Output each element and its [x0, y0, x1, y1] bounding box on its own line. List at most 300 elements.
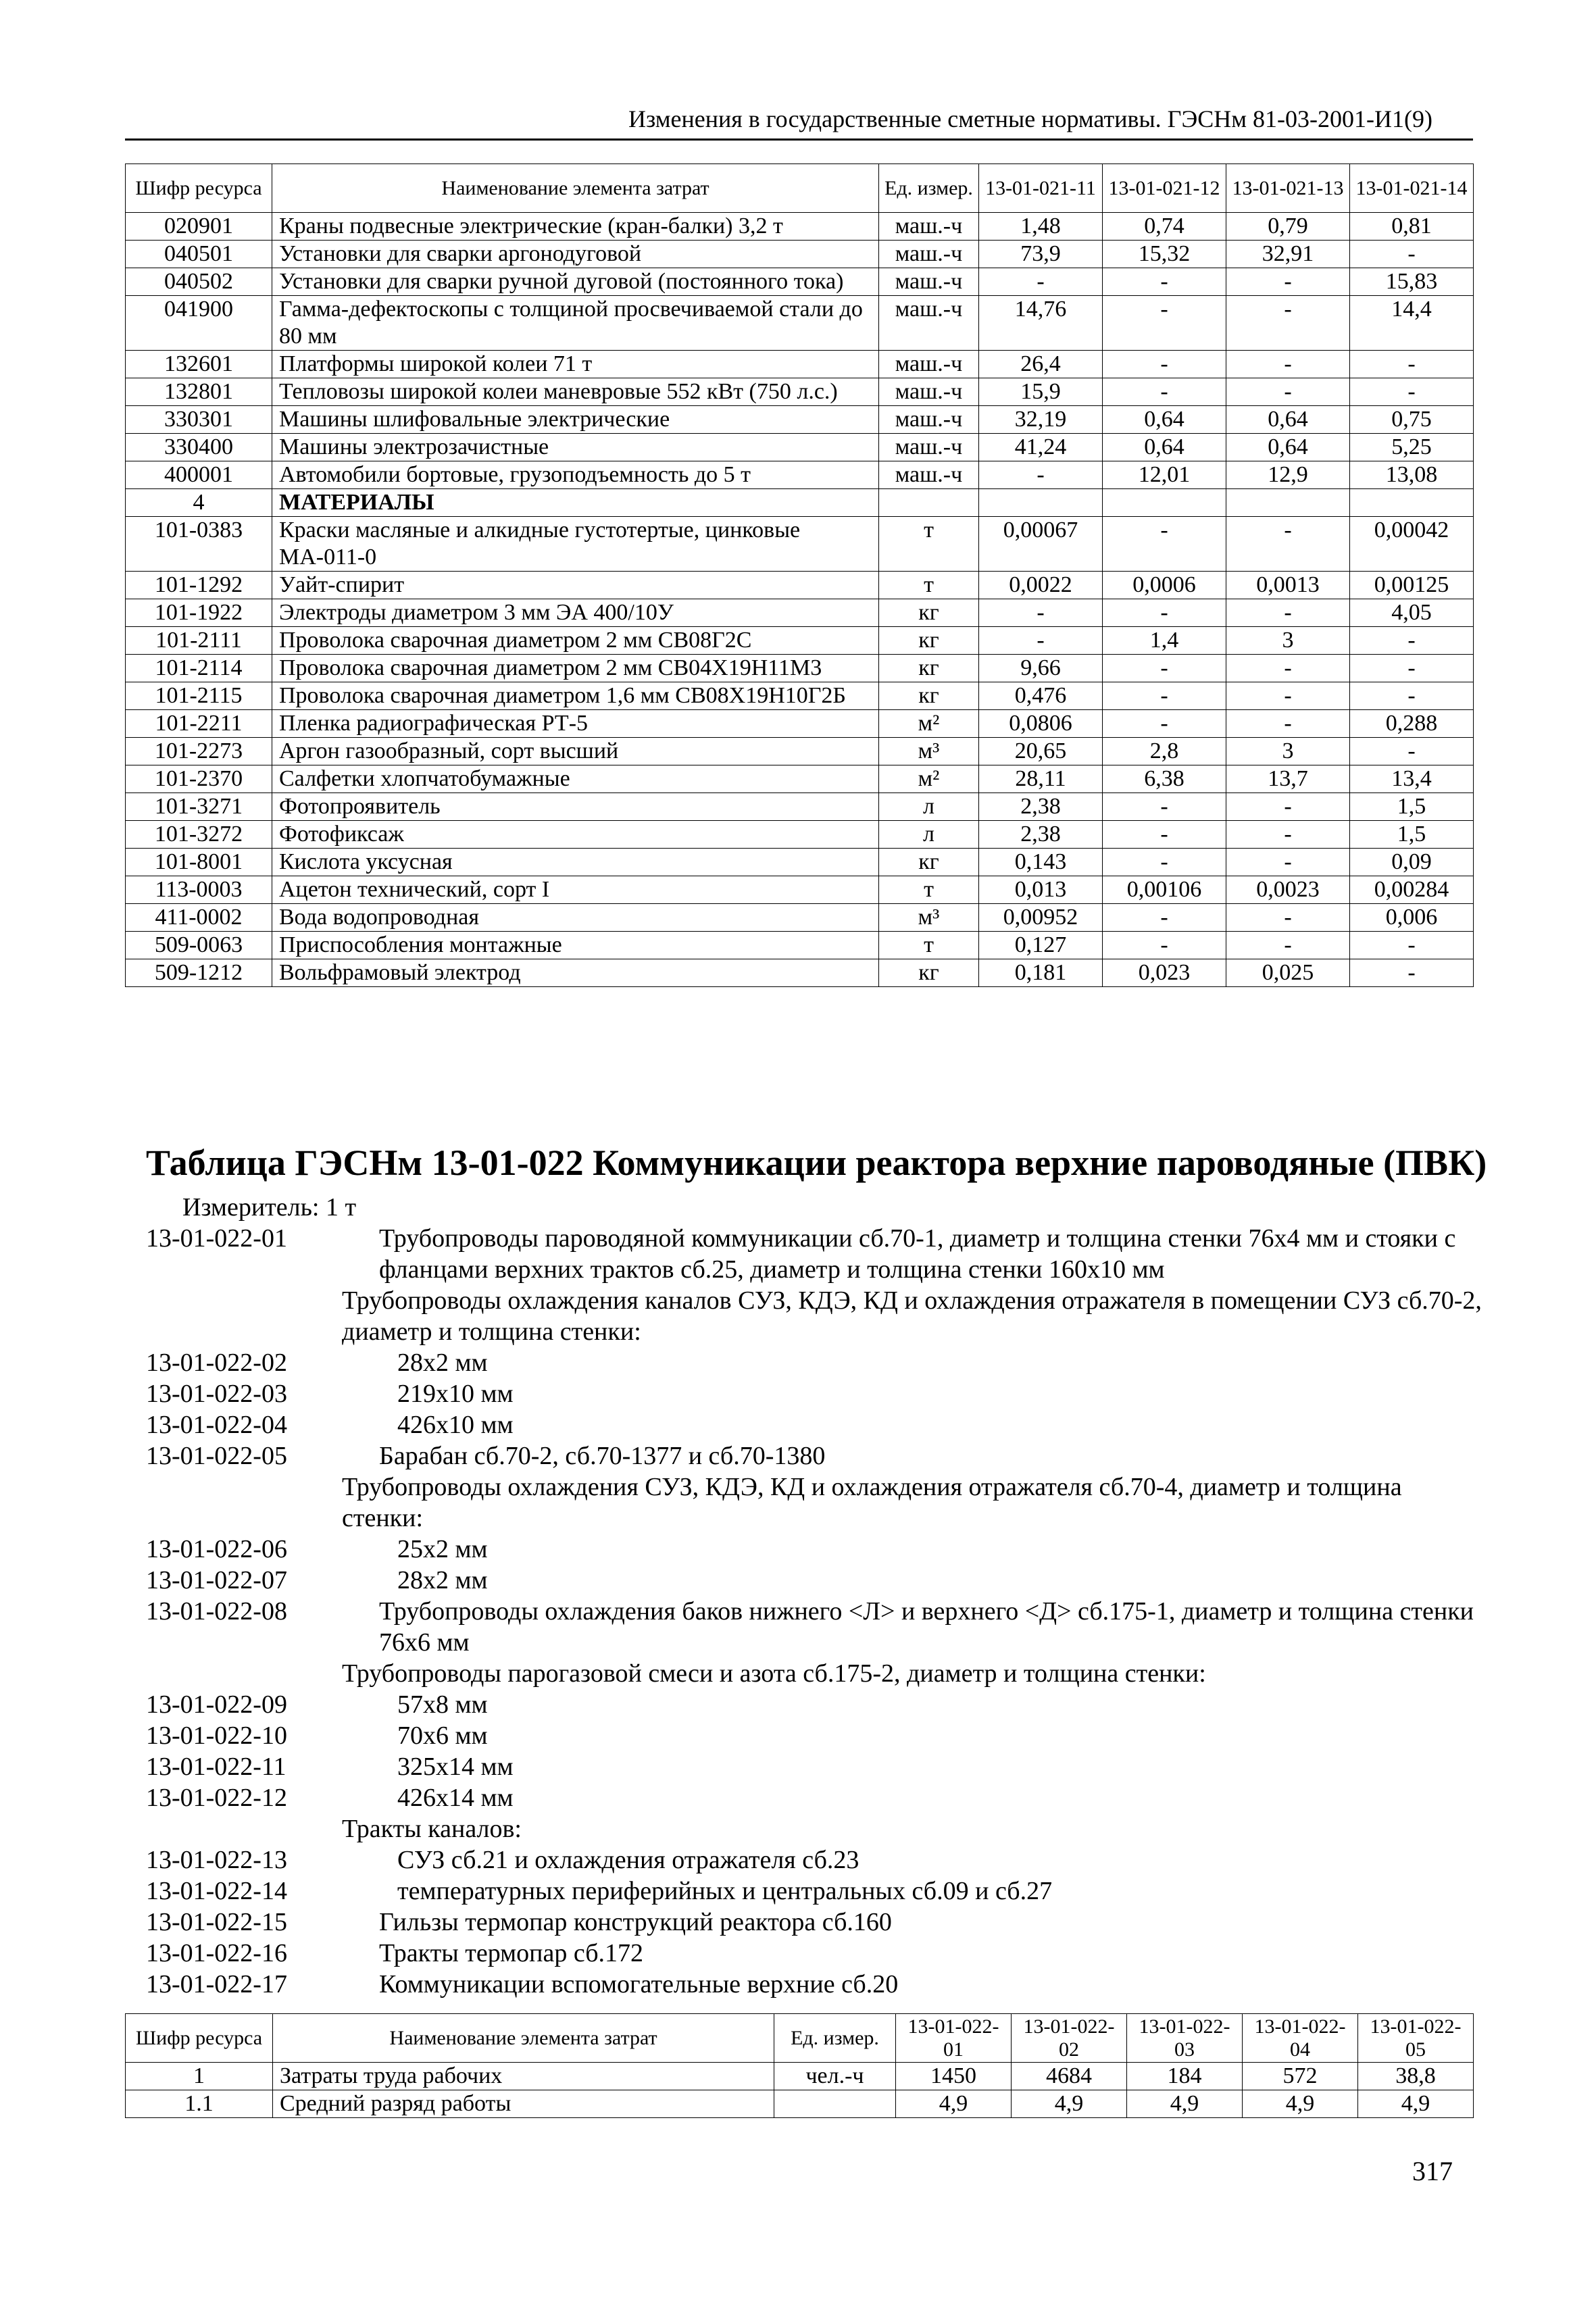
- resource-code-cell: 1: [126, 2063, 273, 2090]
- unit-cell: маш.-ч: [879, 434, 979, 461]
- value-cell: 0,00284: [1350, 876, 1474, 904]
- table-title: Таблица ГЭСНм 13-01-022 Коммуникации реактора верхние пароводяные (ПВК): [146, 1142, 1487, 1183]
- table-row: [126, 2063, 1474, 2090]
- value-cell: 14,4: [1350, 296, 1474, 351]
- value-cell: -: [1103, 351, 1226, 378]
- value-cell: -: [1103, 268, 1226, 296]
- norm-description: Тракты термопар сб.172: [379, 1939, 644, 1967]
- resource-table-022: [125, 2013, 1474, 2118]
- value-cell: -: [1350, 241, 1474, 268]
- norm-item: [146, 1409, 1484, 1440]
- unit-cell: кг: [879, 849, 979, 876]
- resource-name-cell: Кислота уксусная: [272, 849, 879, 876]
- norm-item: [146, 1813, 1484, 1844]
- value-cell: -: [1226, 378, 1350, 406]
- value-cell: 5,25: [1350, 434, 1474, 461]
- value-cell: -: [1103, 296, 1226, 351]
- value-cell: 0,0022: [979, 572, 1103, 599]
- value-cell: -: [1103, 793, 1226, 821]
- resource-name-cell: Фотопроявитель: [272, 793, 879, 821]
- value-cell: -: [1226, 655, 1350, 682]
- norm-code: 13-01-022-09: [146, 1690, 287, 1719]
- resource-code-cell: 101-2370: [126, 765, 272, 793]
- resource-name-cell: МАТЕРИАЛЫ: [272, 489, 879, 517]
- resource-name-cell: Краски масляные и алкидные густотертые, цинковые МА-011-0: [272, 517, 879, 572]
- unit-cell: кг: [879, 682, 979, 710]
- value-cell: 0,025: [1226, 959, 1350, 987]
- column-header: 13-01-022-05: [1358, 2014, 1474, 2063]
- norm-description: Барабан сб.70-2, сб.70-1377 и сб.70-1380: [379, 1442, 826, 1470]
- table-row: [126, 655, 1474, 682]
- resource-code-cell: 411-0002: [126, 904, 272, 932]
- norm-item: [146, 1285, 1484, 1347]
- value-cell: 1450: [896, 2063, 1012, 2090]
- value-cell: -: [1350, 959, 1474, 987]
- value-cell: -: [1226, 849, 1350, 876]
- resource-code-cell: 041900: [126, 296, 272, 351]
- resource-code-cell: 132601: [126, 351, 272, 378]
- value-cell: 13,7: [1226, 765, 1350, 793]
- resource-code-cell: 101-1922: [126, 599, 272, 627]
- value-cell: 26,4: [979, 351, 1103, 378]
- value-cell: 0,127: [979, 932, 1103, 959]
- value-cell: 0,288: [1350, 710, 1474, 738]
- resource-name-cell: Краны подвесные электрические (кран-балки) 3,2 т: [272, 213, 879, 241]
- value-cell: 0,181: [979, 959, 1103, 987]
- value-cell: 0,00042: [1350, 517, 1474, 572]
- norm-item: [146, 1378, 1484, 1409]
- resource-code-cell: 101-2211: [126, 710, 272, 738]
- value-cell: 6,38: [1103, 765, 1226, 793]
- value-cell: 2,38: [979, 821, 1103, 849]
- resource-code-cell: 1.1: [126, 2090, 273, 2118]
- value-cell: 32,19: [979, 406, 1103, 434]
- table-row: [126, 876, 1474, 904]
- value-cell: 13,4: [1350, 765, 1474, 793]
- unit-cell: кг: [879, 655, 979, 682]
- value-cell: -: [1350, 627, 1474, 655]
- norm-description: 28х2 мм: [397, 1566, 488, 1594]
- value-cell: 1,5: [1350, 793, 1474, 821]
- norm-item: [146, 1751, 1484, 1782]
- table-row: [126, 904, 1474, 932]
- norm-item: [146, 1347, 1484, 1378]
- value-cell: 2,8: [1103, 738, 1226, 765]
- value-cell: -: [1103, 517, 1226, 572]
- value-cell: 0,143: [979, 849, 1103, 876]
- table-row: [126, 793, 1474, 821]
- value-cell: -: [1103, 710, 1226, 738]
- unit-cell: кг: [879, 599, 979, 627]
- norm-item: [146, 1844, 1484, 1876]
- value-cell: 0,0006: [1103, 572, 1226, 599]
- value-cell: -: [1226, 932, 1350, 959]
- norm-description: 426х10 мм: [397, 1411, 514, 1439]
- unit-cell: л: [879, 793, 979, 821]
- table-header-row: [126, 2014, 1474, 2063]
- resource-code-cell: 101-0383: [126, 517, 272, 572]
- table-row: [126, 738, 1474, 765]
- column-header: 13-01-022-01: [896, 2014, 1012, 2063]
- item-list: [146, 1223, 1484, 2000]
- value-cell: 0,00106: [1103, 876, 1226, 904]
- resource-name-cell: Проволока сварочная диаметром 2 мм СВ04Х19Н11М3: [272, 655, 879, 682]
- resource-name-cell: Средний разряд работы: [273, 2090, 774, 2118]
- table-row: [126, 296, 1474, 351]
- resource-table-021: [125, 164, 1474, 987]
- table-row: [126, 461, 1474, 489]
- value-cell: -: [1226, 517, 1350, 572]
- value-cell: -: [1103, 821, 1226, 849]
- table-row: [126, 599, 1474, 627]
- norm-item: [146, 1658, 1484, 1689]
- resource-code-cell: 101-2273: [126, 738, 272, 765]
- value-cell: -: [1226, 351, 1350, 378]
- resource-name-cell: Проволока сварочная диаметром 1,6 мм СВ08Х19Н10Г2Б: [272, 682, 879, 710]
- resource-code-cell: 040502: [126, 268, 272, 296]
- resource-name-cell: Гамма-дефектоскопы с толщиной просвечиваемой стали до 80 мм: [272, 296, 879, 351]
- column-header: Шифр ресурса: [126, 164, 272, 213]
- resource-code-cell: 330301: [126, 406, 272, 434]
- resource-code-cell: 330400: [126, 434, 272, 461]
- table-row: [126, 434, 1474, 461]
- value-cell: 0,09: [1350, 849, 1474, 876]
- value-cell: 4,9: [1358, 2090, 1474, 2118]
- norm-code: 13-01-022-03: [146, 1380, 287, 1408]
- value-cell: 0,013: [979, 876, 1103, 904]
- table-row: [126, 406, 1474, 434]
- value-cell: -: [979, 461, 1103, 489]
- table-row: [126, 378, 1474, 406]
- unit-cell: м²: [879, 765, 979, 793]
- value-cell: 0,81: [1350, 213, 1474, 241]
- value-cell: -: [1350, 378, 1474, 406]
- value-cell: 0,023: [1103, 959, 1226, 987]
- table-row: [126, 821, 1474, 849]
- unit-cell: т: [879, 932, 979, 959]
- column-header: Шифр ресурса: [126, 2014, 273, 2063]
- resource-name-cell: Уайт-спирит: [272, 572, 879, 599]
- value-cell: [1350, 489, 1474, 517]
- resource-code-cell: 101-2111: [126, 627, 272, 655]
- value-cell: 38,8: [1358, 2063, 1474, 2090]
- value-cell: 32,91: [1226, 241, 1350, 268]
- resource-name-cell: Установки для сварки аргонодуговой: [272, 241, 879, 268]
- resource-name-cell: Вольфрамовый электрод: [272, 959, 879, 987]
- norm-item: [146, 1938, 1484, 1969]
- unit-cell: чел.-ч: [774, 2063, 896, 2090]
- value-cell: -: [1226, 599, 1350, 627]
- value-cell: 0,00125: [1350, 572, 1474, 599]
- unit-cell: маш.-ч: [879, 268, 979, 296]
- resource-code-cell: 101-3272: [126, 821, 272, 849]
- resource-name-cell: Вода водопроводная: [272, 904, 879, 932]
- unit-cell: маш.-ч: [879, 296, 979, 351]
- norm-description: 325х14 мм: [397, 1753, 514, 1781]
- unit-cell: м³: [879, 738, 979, 765]
- value-cell: 12,9: [1226, 461, 1350, 489]
- value-cell: 4,9: [1243, 2090, 1358, 2118]
- unit-cell: маш.-ч: [879, 351, 979, 378]
- value-cell: 4,9: [1012, 2090, 1127, 2118]
- norm-description: 70х6 мм: [397, 1721, 488, 1750]
- column-header: Наименование элемента затрат: [272, 164, 879, 213]
- column-header: 13-01-022-02: [1012, 2014, 1127, 2063]
- value-cell: -: [1350, 655, 1474, 682]
- resource-name-cell: Электроды диаметром 3 мм ЭА 400/10У: [272, 599, 879, 627]
- unit-cell: м²: [879, 710, 979, 738]
- resource-name-cell: Затраты труда рабочих: [273, 2063, 774, 2090]
- table-row: [126, 572, 1474, 599]
- value-cell: -: [1226, 904, 1350, 932]
- value-cell: 4,05: [1350, 599, 1474, 627]
- table-row: [126, 710, 1474, 738]
- resource-name-cell: Платформы широкой колеи 71 т: [272, 351, 879, 378]
- table-row: [126, 517, 1474, 572]
- value-cell: 13,08: [1350, 461, 1474, 489]
- page-number: 317: [1412, 2156, 1453, 2186]
- norm-code: 13-01-022-02: [146, 1349, 287, 1377]
- value-cell: 15,32: [1103, 241, 1226, 268]
- norm-description: Гильзы термопар конструкций реактора сб.160: [379, 1908, 892, 1936]
- value-cell: 0,0806: [979, 710, 1103, 738]
- value-cell: -: [979, 268, 1103, 296]
- unit-cell: т: [879, 517, 979, 572]
- value-cell: 0,75: [1350, 406, 1474, 434]
- value-cell: 1,5: [1350, 821, 1474, 849]
- table-row: [126, 959, 1474, 987]
- value-cell: 20,65: [979, 738, 1103, 765]
- value-cell: 28,11: [979, 765, 1103, 793]
- value-cell: 73,9: [979, 241, 1103, 268]
- value-cell: -: [1103, 849, 1226, 876]
- unit-cell: л: [879, 821, 979, 849]
- norm-description: 57х8 мм: [397, 1690, 488, 1719]
- running-header: Изменения в государственные сметные нормативы. ГЭСНм 81-03-2001-И1(9): [628, 105, 1432, 132]
- column-header: 13-01-021-13: [1226, 164, 1350, 213]
- unit-cell: [879, 489, 979, 517]
- header-rule: [125, 139, 1473, 141]
- value-cell: [979, 489, 1103, 517]
- value-cell: 1,48: [979, 213, 1103, 241]
- value-cell: 184: [1127, 2063, 1243, 2090]
- norm-item: [146, 1472, 1484, 1534]
- norm-item: [146, 1689, 1484, 1720]
- norm-item: [146, 1969, 1484, 2000]
- value-cell: -: [1226, 682, 1350, 710]
- norm-description: 28х2 мм: [397, 1349, 488, 1377]
- value-cell: 41,24: [979, 434, 1103, 461]
- value-cell: 15,9: [979, 378, 1103, 406]
- resource-code-cell: 4: [126, 489, 272, 517]
- norm-description: Трубопроводы охлаждения баков нижнего <Л> и верхнего <Д> сб.175-1, диаметр и толщина стенки 76х6 мм: [379, 1597, 1474, 1657]
- column-header: 13-01-022-03: [1127, 2014, 1243, 2063]
- norm-code: 13-01-022-04: [146, 1411, 287, 1439]
- table-row: [126, 351, 1474, 378]
- table-row: [126, 849, 1474, 876]
- norm-description: СУЗ сб.21 и охлаждения отражателя сб.23: [397, 1846, 859, 1874]
- resource-code-cell: 101-8001: [126, 849, 272, 876]
- value-cell: -: [1103, 655, 1226, 682]
- resource-name-cell: Машины электрозачистные: [272, 434, 879, 461]
- resource-code-cell: 020901: [126, 213, 272, 241]
- norm-description: Трубопроводы охлаждения каналов СУЗ, КДЭ, КД и охлаждения отражателя в помещении СУЗ сб.70-2, диаметр и толщина стенки:: [342, 1286, 1482, 1346]
- resource-code-cell: 509-0063: [126, 932, 272, 959]
- value-cell: [1103, 489, 1226, 517]
- column-header: Ед. измер.: [879, 164, 979, 213]
- value-cell: -: [1226, 793, 1350, 821]
- norm-code: 13-01-022-17: [146, 1970, 287, 1998]
- value-cell: [1226, 489, 1350, 517]
- table-row: [126, 489, 1474, 517]
- unit-cell: кг: [879, 959, 979, 987]
- norm-code: 13-01-022-13: [146, 1846, 287, 1874]
- table-row: [126, 213, 1474, 241]
- table-row: [126, 268, 1474, 296]
- resource-name-cell: Ацетон технический, сорт I: [272, 876, 879, 904]
- resource-code-cell: 101-1292: [126, 572, 272, 599]
- resource-code-cell: 509-1212: [126, 959, 272, 987]
- value-cell: -: [1350, 351, 1474, 378]
- resource-name-cell: Тепловозы широкой колеи маневровые 552 кВт (750 л.с.): [272, 378, 879, 406]
- resource-code-cell: 132801: [126, 378, 272, 406]
- value-cell: -: [1103, 682, 1226, 710]
- norm-code: 13-01-022-15: [146, 1908, 287, 1936]
- value-cell: 15,83: [1350, 268, 1474, 296]
- unit-cell: маш.-ч: [879, 406, 979, 434]
- value-cell: 4,9: [896, 2090, 1012, 2118]
- value-cell: 0,74: [1103, 213, 1226, 241]
- value-cell: 0,79: [1226, 213, 1350, 241]
- resource-name-cell: Установки для сварки ручной дуговой (постоянного тока): [272, 268, 879, 296]
- unit-cell: т: [879, 572, 979, 599]
- table-row: [126, 241, 1474, 268]
- value-cell: 0,00067: [979, 517, 1103, 572]
- value-cell: -: [1226, 821, 1350, 849]
- unit-cell: т: [879, 876, 979, 904]
- norm-code: 13-01-022-16: [146, 1939, 287, 1967]
- unit-cell: м³: [879, 904, 979, 932]
- norm-code: 13-01-022-05: [146, 1442, 287, 1470]
- norm-code: 13-01-022-12: [146, 1784, 287, 1812]
- unit-cell: [774, 2090, 896, 2118]
- resource-code-cell: 113-0003: [126, 876, 272, 904]
- value-cell: 0,006: [1350, 904, 1474, 932]
- value-cell: 0,0013: [1226, 572, 1350, 599]
- resource-code-cell: 400001: [126, 461, 272, 489]
- value-cell: -: [1226, 268, 1350, 296]
- value-cell: -: [979, 627, 1103, 655]
- norm-code: 13-01-022-11: [146, 1753, 286, 1781]
- column-header: 13-01-021-12: [1103, 164, 1226, 213]
- norm-code: 13-01-022-14: [146, 1877, 287, 1905]
- value-cell: -: [1103, 932, 1226, 959]
- resource-name-cell: Аргон газообразный, сорт высший: [272, 738, 879, 765]
- resource-name-cell: Фотофиксаж: [272, 821, 879, 849]
- value-cell: -: [1350, 682, 1474, 710]
- value-cell: 12,01: [1103, 461, 1226, 489]
- table-row: [126, 627, 1474, 655]
- value-cell: -: [979, 599, 1103, 627]
- resource-code-cell: 101-2114: [126, 655, 272, 682]
- value-cell: 0,64: [1226, 406, 1350, 434]
- table-header-row: [126, 164, 1474, 213]
- norm-item: [146, 1782, 1484, 1813]
- column-header: Ед. измер.: [774, 2014, 896, 2063]
- unit-cell: маш.-ч: [879, 461, 979, 489]
- norm-code: 13-01-022-06: [146, 1535, 287, 1563]
- norm-code: 13-01-022-10: [146, 1721, 287, 1750]
- unit-cell: маш.-ч: [879, 241, 979, 268]
- norm-description: Тракты каналов:: [342, 1815, 522, 1843]
- resource-name-cell: Машины шлифовальные электрические: [272, 406, 879, 434]
- value-cell: 2,38: [979, 793, 1103, 821]
- norm-code: 13-01-022-08: [146, 1597, 287, 1626]
- resource-code-cell: 040501: [126, 241, 272, 268]
- value-cell: 0,476: [979, 682, 1103, 710]
- value-cell: -: [1103, 599, 1226, 627]
- norm-item: [146, 1876, 1484, 1907]
- value-cell: -: [1103, 904, 1226, 932]
- table-row: [126, 682, 1474, 710]
- value-cell: 0,00952: [979, 904, 1103, 932]
- table-row: [126, 2090, 1474, 2118]
- value-cell: 1,4: [1103, 627, 1226, 655]
- measure-unit: Измеритель: 1 т: [182, 1193, 357, 1222]
- norm-item: [146, 1534, 1484, 1565]
- column-header: 13-01-022-04: [1243, 2014, 1358, 2063]
- norm-item: [146, 1565, 1484, 1596]
- unit-cell: кг: [879, 627, 979, 655]
- norm-description: 219х10 мм: [397, 1380, 514, 1408]
- norm-description: Трубопроводы пароводяной коммуникации сб.70-1, диаметр и толщина стенки 76х4 мм и стояки с фланцами верхних трактов сб.25, диаметр и толщина стенки 160х10 мм: [379, 1224, 1456, 1284]
- column-header: 13-01-021-14: [1350, 164, 1474, 213]
- value-cell: -: [1226, 710, 1350, 738]
- norm-item: [146, 1596, 1484, 1658]
- value-cell: 3: [1226, 627, 1350, 655]
- value-cell: -: [1226, 296, 1350, 351]
- norm-code: 13-01-022-01: [146, 1224, 287, 1253]
- value-cell: -: [1103, 378, 1226, 406]
- value-cell: 9,66: [979, 655, 1103, 682]
- resource-name-cell: Пленка радиографическая РТ-5: [272, 710, 879, 738]
- norm-description: 426х14 мм: [397, 1784, 514, 1812]
- value-cell: 0,64: [1226, 434, 1350, 461]
- value-cell: 0,64: [1103, 434, 1226, 461]
- value-cell: 572: [1243, 2063, 1358, 2090]
- column-header: Наименование элемента затрат: [273, 2014, 774, 2063]
- norm-item: [146, 1907, 1484, 1938]
- value-cell: 0,64: [1103, 406, 1226, 434]
- value-cell: 14,76: [979, 296, 1103, 351]
- resource-code-cell: 101-2115: [126, 682, 272, 710]
- norm-description: температурных периферийных и центральных сб.09 и сб.27: [397, 1877, 1053, 1905]
- norm-item: [146, 1223, 1484, 1285]
- norm-description: 25х2 мм: [397, 1535, 488, 1563]
- resource-name-cell: Салфетки хлопчатобумажные: [272, 765, 879, 793]
- column-header: 13-01-021-11: [979, 164, 1103, 213]
- unit-cell: маш.-ч: [879, 213, 979, 241]
- norm-item: [146, 1720, 1484, 1751]
- value-cell: 4,9: [1127, 2090, 1243, 2118]
- norm-item: [146, 1440, 1484, 1472]
- unit-cell: маш.-ч: [879, 378, 979, 406]
- value-cell: 0,0023: [1226, 876, 1350, 904]
- value-cell: -: [1350, 932, 1474, 959]
- norm-description: Трубопроводы парогазовой смеси и азота сб.175-2, диаметр и толщина стенки:: [342, 1659, 1206, 1688]
- resource-name-cell: Приспособления монтажные: [272, 932, 879, 959]
- norm-description: Трубопроводы охлаждения СУЗ, КДЭ, КД и охлаждения отражателя сб.70-4, диаметр и толщина стенки:: [342, 1473, 1402, 1532]
